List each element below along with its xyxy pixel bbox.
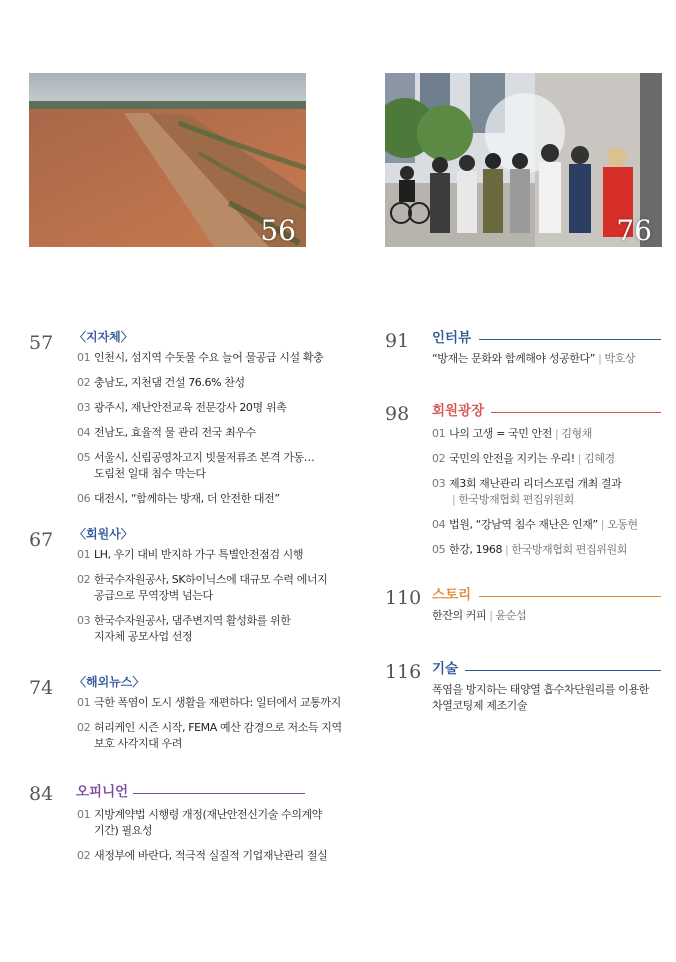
toc-item[interactable]: 한잔의 커피 | 윤순섭 — [432, 609, 527, 622]
section-rule — [133, 793, 305, 794]
section-page-number: 98 — [385, 403, 410, 425]
toc-item[interactable]: 03 한국수자원공사, 댐주변지역 활성화를 위한 지자체 공모사업 선정 — [77, 614, 291, 643]
section-rule — [479, 596, 661, 597]
section-page-number: 74 — [29, 677, 54, 699]
toc-item[interactable]: 01 LH, 우기 대비 반지하 가구 특별안전점검 시행 — [77, 548, 304, 561]
toc-item[interactable]: 01 지방계약법 시행령 개정(재난안전신기술 수의계약 기간) 필요성 — [77, 808, 322, 837]
section-category: 〈해외뉴스〉 — [74, 675, 145, 689]
toc-item[interactable]: 02 한국수자원공사, SK하이닉스에 대규모 수력 에너지 공급으로 무역장벽 넘는다 — [77, 573, 328, 602]
toc-item[interactable]: 폭염을 방지하는 태양열 흡수차단원리를 이용한 차열코팅제 제조기술 — [432, 683, 649, 712]
section-category: 회원광장 — [432, 403, 485, 419]
section-category: 〈회원사〉 — [74, 527, 133, 541]
toc-item[interactable]: 06 대전시, “함께하는 방재, 더 안전한 대전” — [77, 492, 280, 505]
section-page-number: 57 — [29, 332, 54, 354]
section-page-number: 84 — [29, 783, 54, 805]
toc-item[interactable]: 05 한강, 1968 | 한국방재협회 편집위원회 — [432, 543, 627, 556]
section-category: 오피니언 — [76, 784, 129, 800]
toc-item[interactable]: 03 제3회 재난관리 리더스포럼 개최 결과 | 한국방재협회 편집위원회 — [432, 477, 622, 506]
toc-item[interactable]: 02 새정부에 바란다, 적극적 실질적 기업재난관리 절실 — [77, 849, 328, 862]
cooling-mist-photo — [385, 73, 662, 247]
section-category: 기술 — [432, 661, 459, 677]
section-page-number: 67 — [29, 529, 54, 551]
toc-item[interactable]: “방재는 문화와 함께해야 성공한다” | 박호상 — [432, 352, 636, 365]
toc-item[interactable]: 04 전남도, 효율적 물 관리 전국 최우수 — [77, 426, 256, 439]
toc-item[interactable]: 02 허리케인 시즌 시작, FEMA 예산 감경으로 저소득 지역 보호 사각지대 우려 — [77, 721, 342, 750]
section-page-number: 91 — [385, 330, 410, 352]
photo-page-number: 76 — [616, 214, 652, 247]
section-rule — [465, 670, 661, 671]
section-category: 인터뷰 — [432, 330, 472, 346]
section-rule — [479, 339, 661, 340]
section-category: 〈지자체〉 — [74, 330, 133, 344]
toc-item[interactable]: 01 극한 폭염이 도시 생활을 재편하다: 일터에서 교통까지 — [77, 696, 341, 709]
toc-item[interactable]: 02 충남도, 지천댐 건설 76.6% 찬성 — [77, 376, 245, 389]
section-rule — [491, 412, 661, 413]
toc-item[interactable]: 02 국민의 안전을 지키는 우리! | 김혜경 — [432, 452, 615, 465]
flood-photo — [29, 73, 306, 247]
toc-item[interactable]: 03 광주시, 재난안전교육 전문강사 20명 위촉 — [77, 401, 287, 414]
section-category: 스토리 — [432, 587, 472, 603]
toc-item[interactable]: 05 서울시, 신림공영차고지 빗물저류조 본격 가동… 도림천 일대 침수 막는다 — [77, 451, 315, 480]
toc-item[interactable]: 04 법원, “강남역 침수 재난은 인재” | 오동현 — [432, 518, 638, 531]
section-page-number: 116 — [385, 661, 422, 683]
toc-item[interactable]: 01 인천시, 섬지역 수돗물 수요 늘어 물공급 시설 확충 — [77, 351, 324, 364]
photo-page-number: 56 — [260, 214, 296, 247]
section-page-number: 110 — [385, 587, 422, 609]
toc-item[interactable]: 01 나의 고생 = 국민 안전 | 김형채 — [432, 427, 593, 440]
